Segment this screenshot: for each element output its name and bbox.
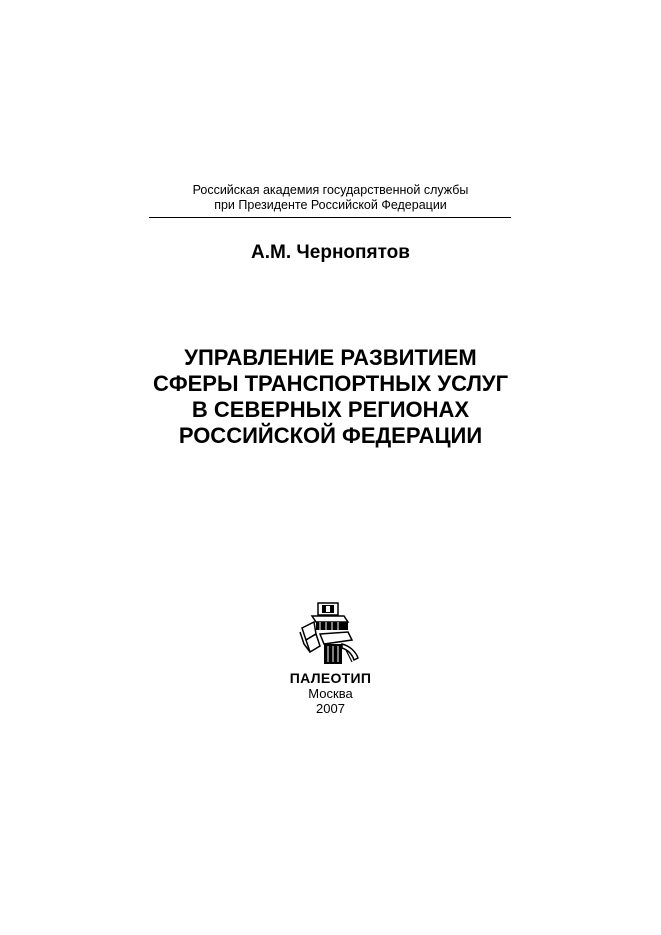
book-title bbox=[0, 345, 661, 449]
title-line-1: УПРАВЛЕНИЕ РАЗВИТИЕМ bbox=[184, 345, 477, 370]
institution-name bbox=[0, 183, 661, 213]
publication-year: 2007 bbox=[316, 701, 345, 716]
author-name: А.М. Чернопятов bbox=[251, 242, 410, 263]
title-line-3: В СЕВЕРНЫХ РЕГИОНАХ bbox=[191, 397, 470, 422]
institution-line-1: Российская академия государственной службы bbox=[192, 183, 469, 197]
header-divider bbox=[149, 217, 511, 218]
publisher-city: Москва bbox=[308, 686, 353, 701]
institution-line-2: при Президенте Российской Федерации bbox=[214, 198, 447, 212]
publisher-name: ПАЛЕОТИП bbox=[289, 670, 372, 686]
title-line-4: РОССИЙСКОЙ ФЕДЕРАЦИИ bbox=[178, 423, 483, 448]
title-line-2: СФЕРЫ ТРАНСПОРТНЫХ УСЛУГ bbox=[152, 371, 509, 396]
books-logo-icon bbox=[296, 600, 366, 670]
